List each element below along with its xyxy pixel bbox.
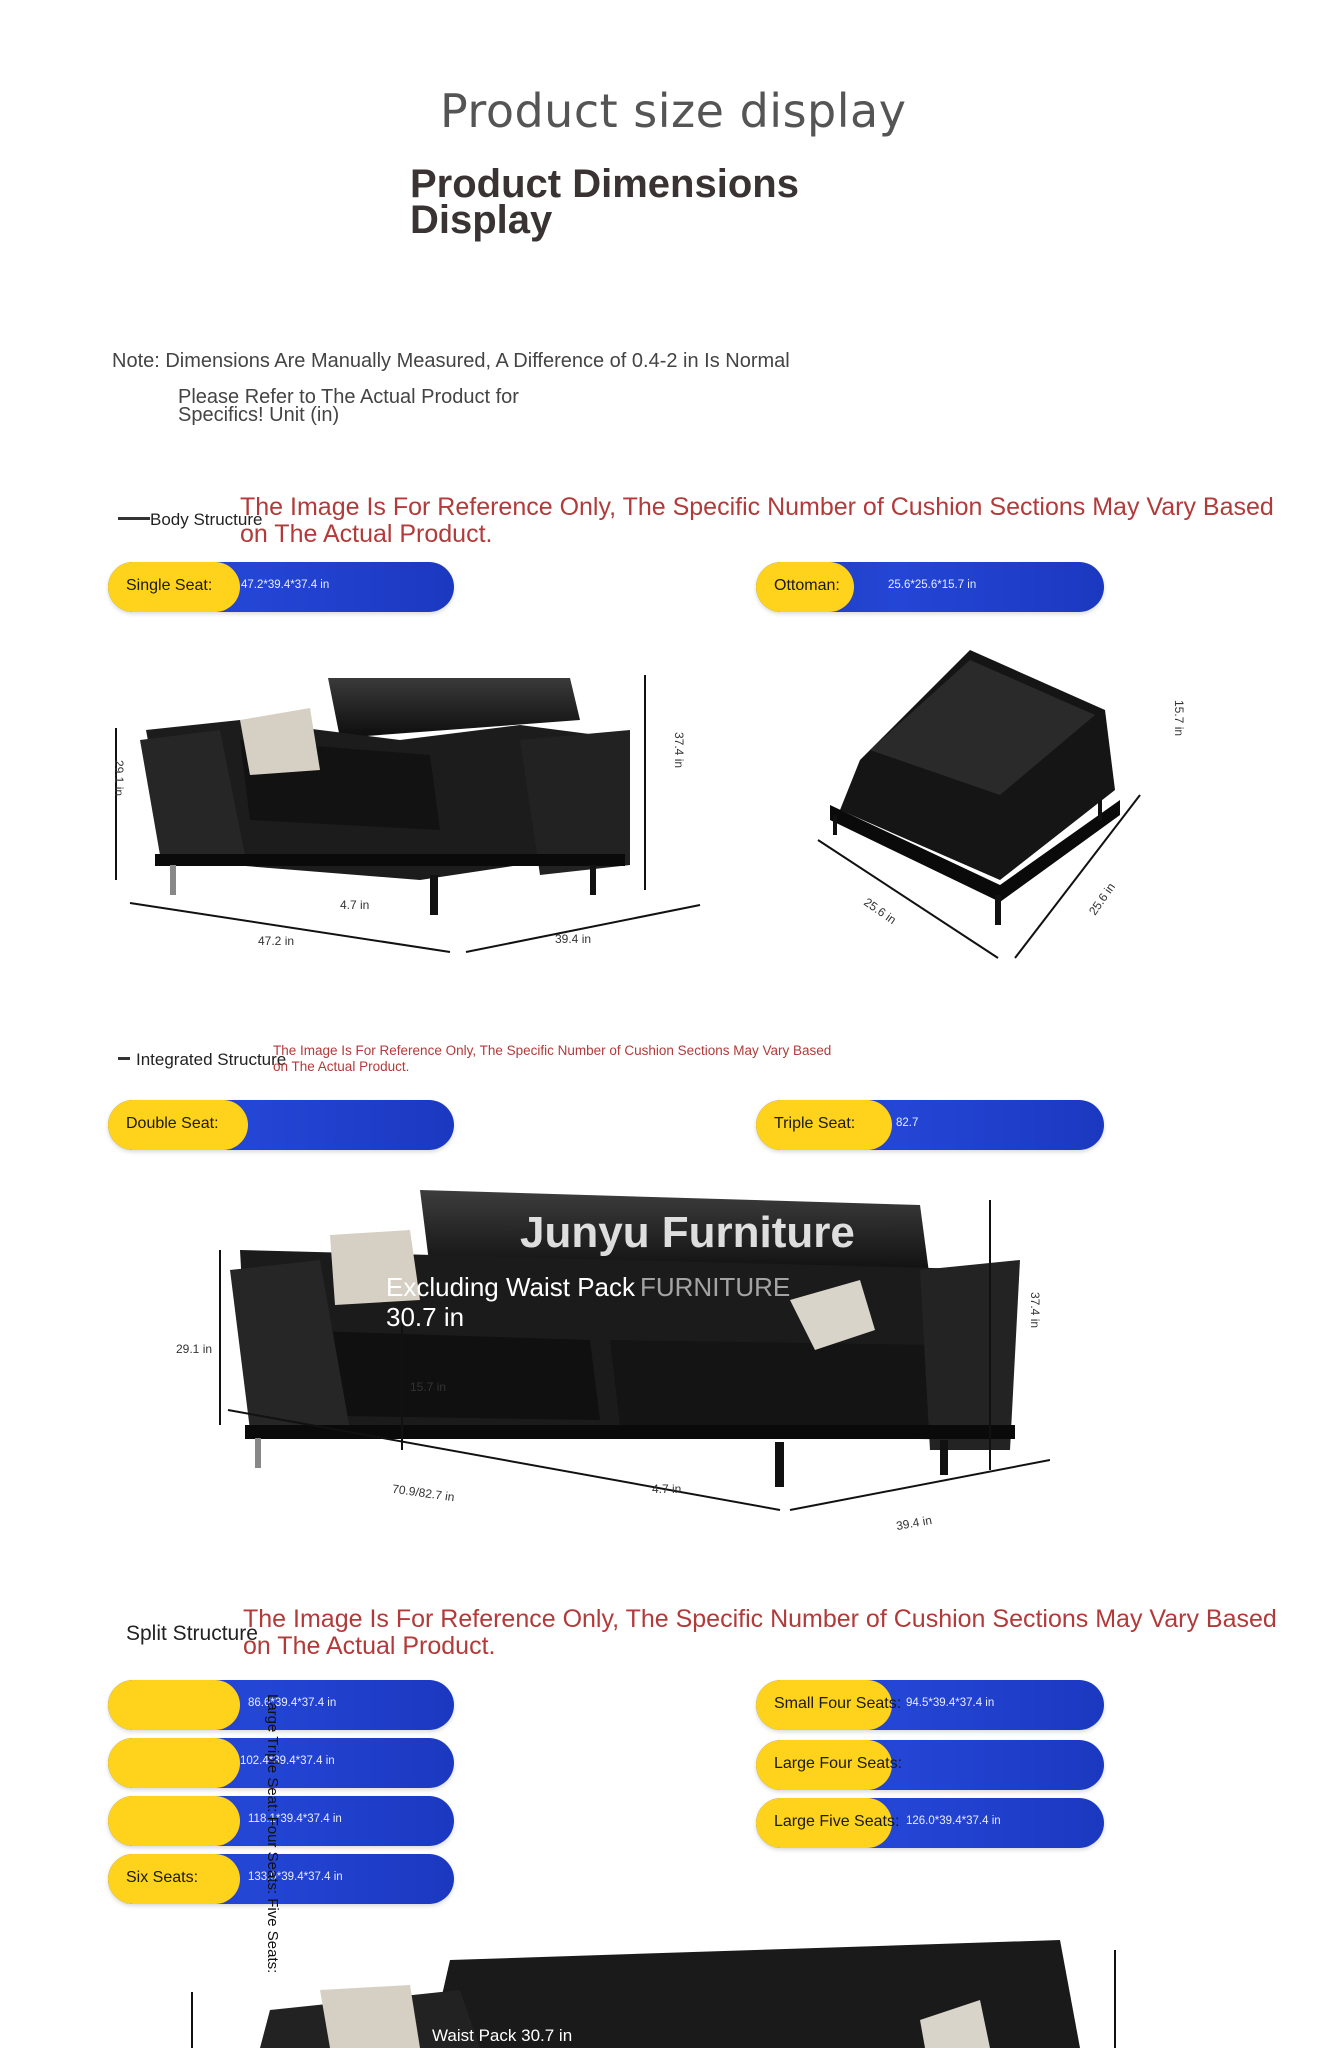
measurement-note: Note: Dimensions Are Manually Measured, A Difference of 0.4-2 in Is Normal	[112, 350, 790, 372]
spec-pill-five-seats: 118.1*39.4*37.4 in	[108, 1796, 454, 1846]
split-vertical-labels: Large Triple Seat: Four Seats: Five Seats:	[264, 1694, 281, 1974]
reference-warning: The Image Is For Reference Only, The Specific Number of Cushion Sections May Vary Based on The Actual Product.	[240, 493, 1274, 548]
ottoman-dim-side-b: 25.6 in	[1085, 880, 1119, 918]
section-dash-icon	[118, 1057, 132, 1061]
spec-pill-triple-seat: Triple Seat: 82.7	[756, 1100, 1104, 1150]
dim-seat: 4.7 in	[652, 1482, 682, 1496]
dim-height-left: 29.1 in	[112, 760, 126, 797]
reference-warning: The Image Is For Reference Only, The Specific Number of Cushion Sections May Vary Based on The Actual Product.	[243, 1605, 1277, 1660]
brand-watermark: Junyu Furniture	[520, 1208, 855, 1257]
spec-pill-large-triple: 86.6*39.4*37.4 in	[108, 1680, 454, 1730]
spec-pill-six-seats: Six Seats: 133.9*39.4*37.4 in	[108, 1854, 454, 1904]
page-title: Product size display	[440, 84, 907, 138]
dim-depth: 39.4 in	[895, 1512, 933, 1534]
unit-note: Please Refer to The Actual Product for Specifics! Unit (in)	[178, 386, 519, 426]
dim-depth: 39.4 in	[555, 932, 592, 946]
dim-seat-height: 15.7 in	[410, 1380, 447, 1394]
ottoman-dim-side-a: 25.6 in	[861, 894, 899, 928]
dim-width: 70.9/82.7 in	[391, 1481, 456, 1505]
waist-pack-text: Waist Pack 30.7 in	[432, 2026, 573, 2045]
spec-pill-ottoman: Ottoman: 25.6*25.6*15.7 in	[756, 562, 1104, 612]
ottoman-dim-height: 15.7 in	[1172, 700, 1186, 737]
spec-pill-single-seat: Single Seat: 47.2*39.4*37.4 in	[108, 562, 454, 612]
dim-seat: 4.7 in	[340, 898, 370, 912]
spec-pill-small-four: Small Four Seats: 94.5*39.4*37.4 in	[756, 1680, 1104, 1730]
dim-height-right: 37.4 in	[672, 732, 686, 769]
section-dash-icon	[118, 517, 154, 521]
section-label-split: Split Structure	[126, 1622, 258, 1645]
spec-pill-four-seats: 102.4*39.4*37.4 in	[108, 1738, 454, 1788]
dim-height-left: 29.1 in	[176, 1342, 213, 1356]
overlay-text: Excluding Waist Pack 30.7 in	[386, 1272, 636, 1332]
ottoman-image	[800, 640, 1200, 970]
section-label-integrated: Integrated Structure	[136, 1050, 287, 1069]
page-subtitle: Product Dimensions Display	[410, 162, 799, 242]
spec-pill-large-five: Large Five Seats: 126.0*39.4*37.4 in	[756, 1798, 1104, 1848]
spec-pill-double-seat: Double Seat:	[108, 1100, 454, 1150]
single-sofa-image	[100, 650, 720, 970]
split-sofa-image	[180, 1930, 1140, 2048]
dim-width: 47.2 in	[258, 934, 295, 948]
dim-height-right: 37.4 in	[1028, 1292, 1042, 1329]
spec-pill-large-four: Large Four Seats:	[756, 1740, 1104, 1790]
section-label-body: Body Structure	[150, 510, 263, 529]
brand-watermark-sub: FURNITURE	[640, 1272, 791, 1302]
reference-warning-small: The Image Is For Reference Only, The Specific Number of Cushion Sections May Vary Based on The Actual Product.	[273, 1043, 832, 1074]
